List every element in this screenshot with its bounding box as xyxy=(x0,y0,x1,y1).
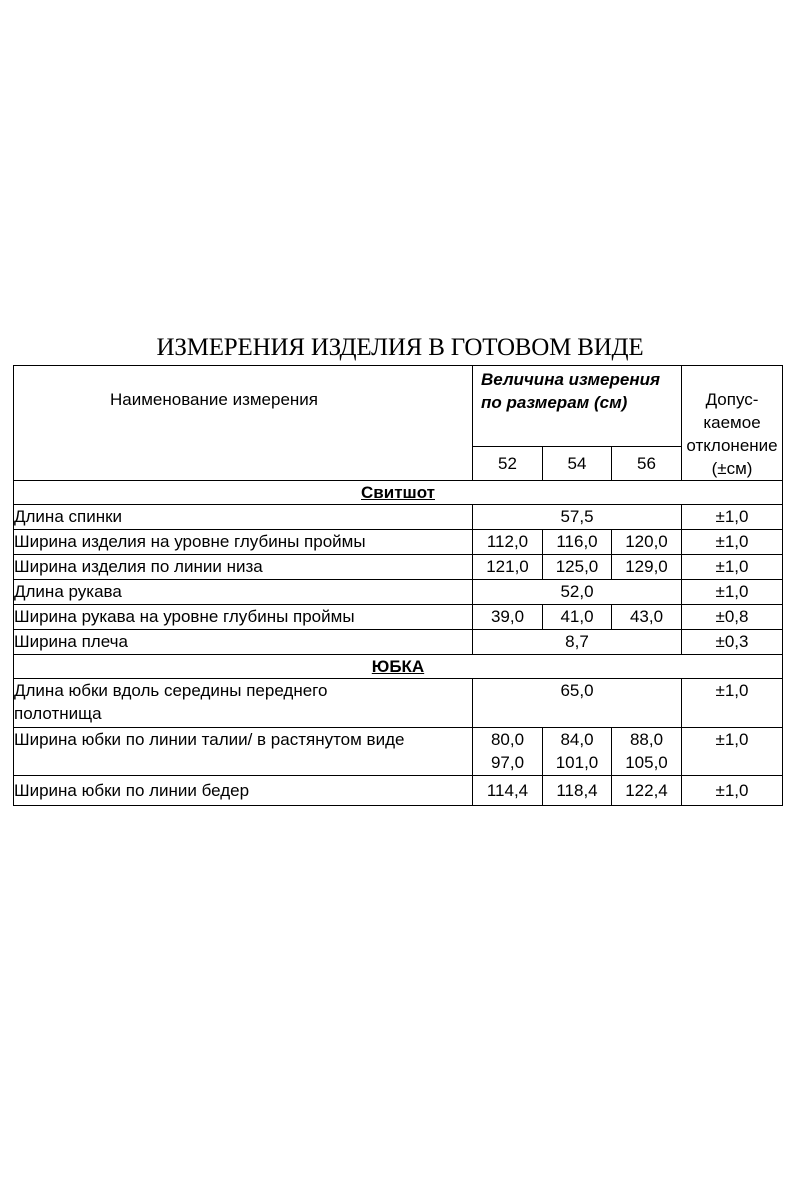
row-merged-value: 57,5 xyxy=(473,505,682,530)
row-name: Ширина юбки по линии бедер xyxy=(14,776,473,806)
row-name: Ширина рукава на уровне глубины проймы xyxy=(14,605,473,630)
size-54: 54 xyxy=(543,446,612,480)
row-name: Ширина юбки по линии талии/ в растянутом виде xyxy=(14,728,473,776)
size-52: 52 xyxy=(473,446,543,480)
row-value-52: 121,0 xyxy=(473,555,543,580)
row-tolerance: ±1,0 xyxy=(682,555,783,580)
row-tolerance: ±0,3 xyxy=(682,630,783,655)
row-value-stretched: 97,0 xyxy=(490,753,525,772)
row-name: Ширина плеча xyxy=(14,630,473,655)
row-tolerance: ±1,0 xyxy=(682,728,783,776)
row-tolerance: ±1,0 xyxy=(682,530,783,555)
row-tolerance: ±0,8 xyxy=(682,605,783,630)
header-tol-line1: Допус- xyxy=(705,390,759,409)
row-value-54: 41,0 xyxy=(543,605,612,630)
row-name xyxy=(14,679,473,728)
header-tol-line3: отклонение xyxy=(686,436,778,455)
header-size-line2: по размерам (см) xyxy=(481,393,628,412)
row-tolerance: ±1,0 xyxy=(682,679,783,728)
table-row xyxy=(14,555,783,580)
header-tolerance xyxy=(682,366,783,481)
section-row xyxy=(14,481,783,505)
header-row xyxy=(14,366,783,447)
header-size-line1: Величина измерения xyxy=(481,370,661,389)
row-value-54: 116,0 xyxy=(543,530,612,555)
table-row xyxy=(14,776,783,806)
row-value-waist: 88,0 xyxy=(629,730,664,749)
measurements-table xyxy=(13,365,783,806)
row-tolerance: ±1,0 xyxy=(682,505,783,530)
row-tolerance: ±1,0 xyxy=(682,776,783,806)
row-name-line1: Длина юбки вдоль середины переднего xyxy=(14,681,328,700)
header-tol-line2: каемое xyxy=(703,413,761,432)
row-name: Длина рукава xyxy=(14,580,473,605)
table-row xyxy=(14,679,783,728)
page-title: ИЗМЕРЕНИЯ ИЗДЕЛИЯ В ГОТОВОМ ВИДЕ xyxy=(156,334,644,361)
row-value-stretched: 105,0 xyxy=(625,753,668,772)
row-name: Длина спинки xyxy=(14,505,473,530)
table-row xyxy=(14,605,783,630)
row-value-56 xyxy=(612,728,682,776)
header-name: Наименование измерения xyxy=(14,366,473,481)
row-value-52 xyxy=(473,728,543,776)
row-value-56: 120,0 xyxy=(612,530,682,555)
row-value-54: 125,0 xyxy=(543,555,612,580)
row-value-waist: 80,0 xyxy=(490,730,525,749)
header-size-label xyxy=(473,366,682,447)
row-value-stretched: 101,0 xyxy=(555,753,599,772)
header-tol-line4: (±см) xyxy=(711,459,753,478)
row-value-52: 114,4 xyxy=(473,776,543,806)
row-merged-value: 65,0 xyxy=(473,679,682,728)
row-merged-value: 52,0 xyxy=(473,580,682,605)
row-value-56: 122,4 xyxy=(612,776,682,806)
table-row xyxy=(14,630,783,655)
row-value-54: 118,4 xyxy=(543,776,612,806)
row-value-56: 43,0 xyxy=(612,605,682,630)
row-merged-value: 8,7 xyxy=(473,630,682,655)
section-title-skirt: ЮБКА xyxy=(14,655,783,679)
table-row xyxy=(14,580,783,605)
table-row xyxy=(14,530,783,555)
row-name: Ширина изделия на уровне глубины проймы xyxy=(14,530,473,555)
row-value-waist: 84,0 xyxy=(560,730,594,749)
table-row xyxy=(14,505,783,530)
table-row xyxy=(14,728,783,776)
row-tolerance: ±1,0 xyxy=(682,580,783,605)
row-value-56: 129,0 xyxy=(612,555,682,580)
section-row xyxy=(14,655,783,679)
row-value-52: 112,0 xyxy=(473,530,543,555)
row-value-54 xyxy=(543,728,612,776)
row-value-52: 39,0 xyxy=(473,605,543,630)
row-name-line2: полотнища xyxy=(14,704,102,723)
row-name: Ширина изделия по линии низа xyxy=(14,555,473,580)
size-56: 56 xyxy=(612,446,682,480)
section-title-sweatshirt: Свитшот xyxy=(14,481,783,505)
